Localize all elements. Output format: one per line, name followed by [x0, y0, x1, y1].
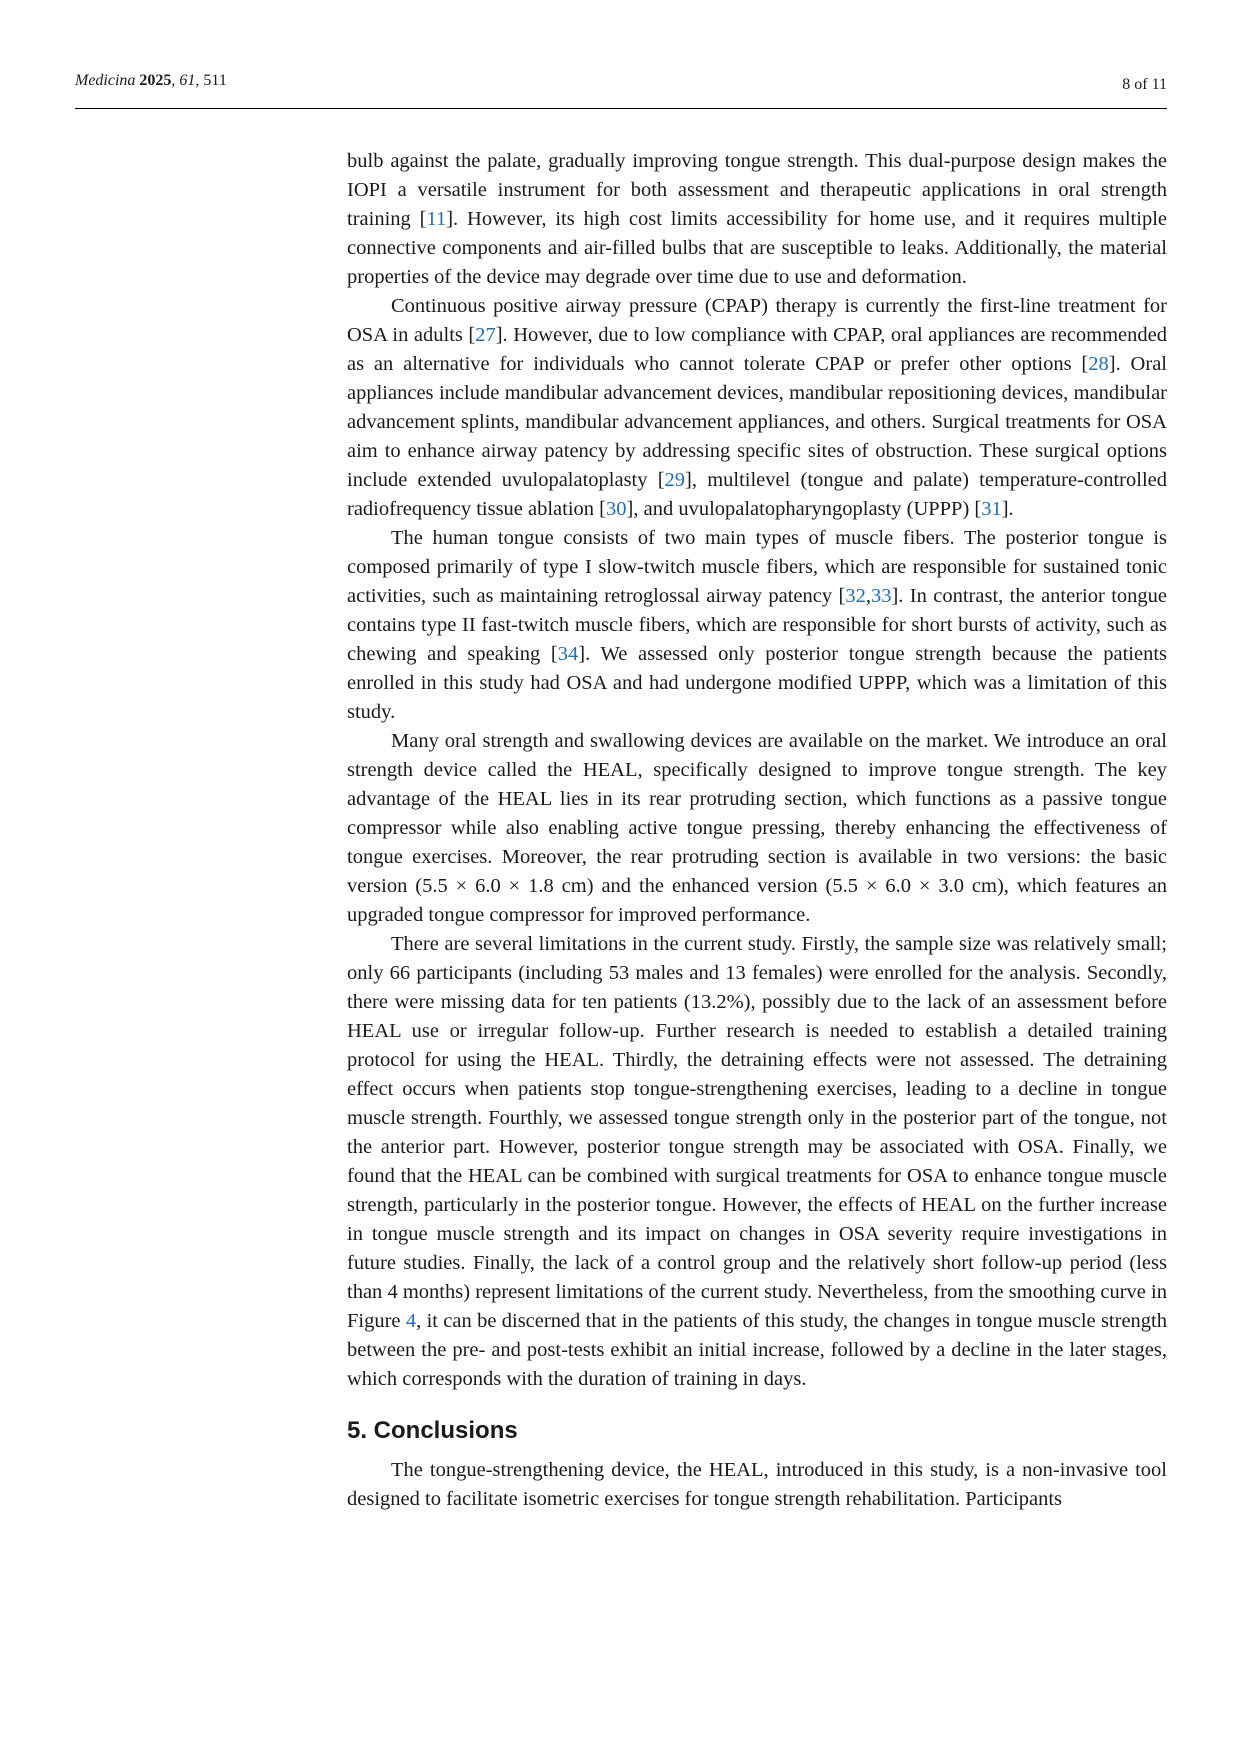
paragraph-text: ]. However, due to low compliance with CPAP, oral appliances are recommended as an alternative for individuals who cannot tolerate CPAP or prefer other options [: [347, 324, 1168, 375]
article-body: [347, 147, 1167, 1514]
article-number: 511: [203, 72, 227, 89]
discussion-paragraph: [347, 292, 1167, 524]
citation-link[interactable]: 33: [870, 585, 892, 607]
paragraph-text: bulb against the palate, gradually improving tongue strength. This dual-purpose design makes the IOPI a versatile instrument for both assessment and therapeutic applications in oral strength training [: [347, 150, 1167, 230]
page-number: 8 of 11: [1122, 76, 1167, 93]
citation-link[interactable]: 34: [557, 643, 579, 665]
citation-link[interactable]: 30: [606, 498, 627, 520]
paragraph-text: The human tongue consists of two main types of muscle fibers. The posterior tongue is composed primarily of type I slow-twitch muscle fibers, which are responsible for sustained tonic activities, such as maintaining retroglossal airway patency [: [347, 527, 1167, 607]
discussion-paragraph: [347, 524, 1167, 727]
journal-volume: 61: [179, 72, 196, 89]
paragraph-text: ]. Oral appliances include mandibular advancement devices, mandibular repositioning devices, mandibular advancement splints, mandibular advancement appliances, and others. Surgical treatments for OSA aim to enhance airway patency by addressing specific sites of obstruction. These surgical options include extended uvulopalatoplasty [: [347, 353, 1167, 491]
paragraph-text: The tongue-strengthening device, the HEAL, introduced in this study, is a non-invasive tool designed to facilitate isometric exercises for tongue strength rehabilitation. Participants: [347, 1459, 1167, 1510]
paragraph-text: ]. However, its high cost limits accessibility for home use, and it requires multiple connective components and air-filled bulbs that are susceptible to leaks. Additionally, the material properties of the device may degrade over time due to use and deformation.: [347, 208, 1167, 288]
paragraph-text: ,: [865, 585, 871, 607]
citation-link[interactable]: 32: [845, 585, 866, 607]
discussion-paragraphs: [347, 147, 1167, 1394]
paragraph-text: ]. We assessed only posterior tongue strength because the patients enrolled in this study had OSA and had undergone modified UPPP, which was a limitation of this study.: [347, 643, 1167, 723]
citation-link[interactable]: 4: [405, 1310, 417, 1332]
paragraph-text: ], multilevel (tongue and palate) temperature-controlled radiofrequency tissue ablation [: [347, 469, 1167, 520]
discussion-paragraph: [347, 727, 1167, 930]
citation-link[interactable]: 31: [981, 498, 1002, 520]
paragraph-text: There are several limitations in the current study. Firstly, the sample size was relatively small; only 66 participants (including 53 males and 13 females) were enrolled for the analysis. Secondly, there were missing data for ten patients (13.2%), possibly due to the lack of an assessment before HEAL use or irregular follow-up. Further research is needed to establish a detailed training protocol for using the HEAL. Thirdly, the detraining effects were not assessed. The detraining effect occurs when patients stop tongue-strengthening exercises, leading to a decline in tongue muscle strength. Fourthly, we assessed tongue strength only in the posterior part of the tongue, not the anterior part. However, posterior tongue strength may be associated with OSA. Finally, we found that the HEAL can be combined with surgical treatments for OSA to enhance tongue muscle strength, particularly in the posterior tongue. However, the effects of HEAL on the further increase in tongue muscle strength and its impact on changes in OSA severity require investigations in future studies. Finally, the lack of a control group and the relatively short follow-up period (less than 4 months) represent limitations of the current study. Nevertheless, from the smoothing curve in Figure: [347, 933, 1167, 1332]
discussion-paragraph: [347, 930, 1167, 1394]
discussion-paragraph: [347, 147, 1167, 292]
paragraph-text: , it can be discerned that in the patients of this study, the changes in tongue muscle strength between the pre- and post-tests exhibit an initial increase, followed by a decline in the later stages, which corresponds with the duration of training in days.: [347, 1310, 1167, 1390]
paragraph-text: ].: [1001, 498, 1014, 520]
paragraph-text: Many oral strength and swallowing devices are available on the market. We introduce an oral strength device called the HEAL, specifically designed to improve tongue strength. The key advantage of the HEAL lies in its rear protruding section, which functions as a passive tongue compressor while also enabling active tongue pressing, thereby enhancing the effectiveness of tongue exercises. Moreover, the rear protruding section is available in two versions: the basic version (5.5 × 6.0 × 1.8 cm) and the enhanced version (5.5 × 6.0 × 3.0 cm), which features an upgraded tongue compressor for improved performance.: [347, 730, 1167, 926]
conclusion-paragraph: [347, 1456, 1167, 1514]
citation-link[interactable]: 29: [664, 469, 686, 491]
paragraph-text: ]. In contrast, the anterior tongue contains type II fast-twitch muscle fibers, which are responsible for short bursts of activity, such as chewing and speaking [: [347, 585, 1167, 665]
page-header: [75, 72, 1167, 109]
journal-year: 2025: [139, 72, 172, 89]
journal-citation: Medicina 2025, 61, 511: [75, 72, 227, 89]
paragraph-text: Continuous positive airway pressure (CPAP) therapy is currently the first-line treatment for OSA in adults [: [347, 295, 1167, 346]
conclusion-paragraphs: [347, 1456, 1167, 1514]
journal-name: Medicina: [75, 72, 136, 89]
citation-link[interactable]: 27: [475, 324, 496, 346]
citation-link[interactable]: 11: [426, 208, 447, 230]
paragraph-text: ], and uvulopalatopharyngoplasty (UPPP) [: [626, 498, 982, 520]
section-heading-conclusions: 5. Conclusions: [347, 1417, 518, 1444]
citation-link[interactable]: 28: [1088, 353, 1109, 375]
